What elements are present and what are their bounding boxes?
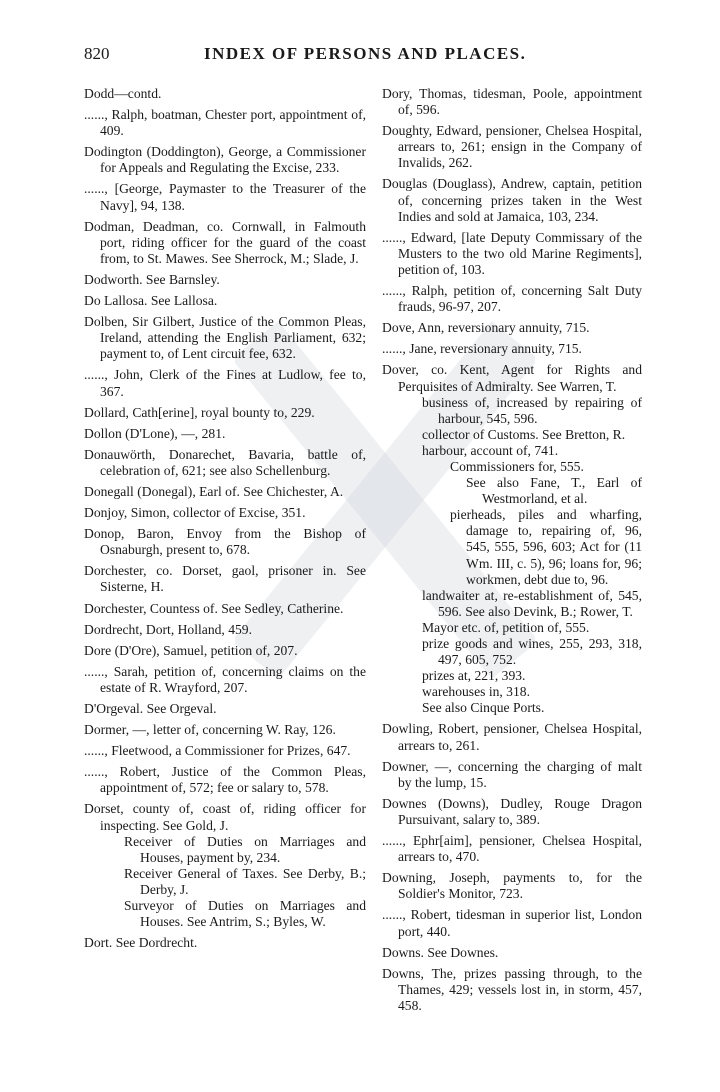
index-entry (84, 447, 366, 479)
index-column-right (382, 86, 642, 1019)
index-entry-text: Dolben, Sir Gilbert, Justice of the Common Pleas, Ireland, attending the English Parliament, 632; payment to, of Lent circuit fee, 632. (84, 314, 366, 362)
index-entry (382, 721, 642, 753)
index-entry-text: ......, Ephr[aim], pensioner, Chelsea Hospital, arrears to, 470. (382, 833, 642, 865)
index-entry (84, 701, 366, 717)
index-entry (382, 362, 642, 394)
index-entry-text: See also Cinque Ports. (422, 700, 545, 716)
index-entry (84, 643, 366, 659)
index-entry-text: ......, [George, Paymaster to the Treasurer of the Navy], 94, 138. (84, 181, 366, 213)
index-entry-text: ......, John, Clerk of the Fines at Ludlow, fee to, 367. (84, 367, 366, 399)
index-entry-text: Dory, Thomas, tidesman, Poole, appointment of, 596. (382, 86, 642, 118)
index-entry-text: Receiver General of Taxes. See Derby, B.; Derby, J. (124, 865, 366, 897)
index-entry-text: Downing, Joseph, payments to, for the Soldier's Monitor, 723. (382, 870, 642, 902)
index-entry-text: Downes (Downs), Dudley, Rouge Dragon Pursuivant, salary to, 389. (382, 795, 642, 827)
running-title: INDEX OF PERSONS AND PLACES. (204, 44, 527, 63)
index-entry-text: Dormer, —, letter of, concerning W. Ray, 126. (84, 722, 336, 738)
index-entry (382, 395, 642, 427)
index-entry (382, 684, 642, 700)
index-entry-text: warehouses in, 318. (422, 684, 530, 700)
index-entry-text: Douglas (Douglass), Andrew, captain, petition of, concerning prizes taken in the West Indies and sold at Jamaica, 103, 234. (382, 176, 642, 224)
index-entry-text: Dove, Ann, reversionary annuity, 715. (382, 320, 590, 336)
index-entry (84, 834, 366, 866)
index-entry-text: Dollard, Cath[erine], royal bounty to, 229. (84, 404, 315, 420)
index-entry-text: Surveyor of Duties on Marriages and Houses. See Antrim, S.; Byles, W. (124, 898, 366, 930)
index-entry (84, 505, 366, 521)
index-entry-text: pierheads, piles and wharfing, damage to, repairing of, 96, 545, 555, 596, 603; Act for (11 Wm. III, c. 5), 96; loans for, 96; workmen, debt due to, 96. (450, 507, 642, 587)
index-entry (382, 588, 642, 620)
index-entry-text: Dodman, Deadman, co. Cornwall, in Falmouth port, riding officer for the guard of the coast from, to St. Mawes. See Sherrock, M.; Slade, J. (84, 218, 366, 266)
index-entry-text: Downs, The, prizes passing through, to the Thames, 429; vessels lost in, in storm, 457, 458. (382, 965, 642, 1013)
index-entry-text: Mayor etc. of, petition of, 555. (422, 619, 590, 635)
index-entry (382, 870, 642, 902)
index-entry-text: Donegall (Donegal), Earl of. See Chichester, A. (84, 483, 344, 499)
index-entry-text: Do Lallosa. See Lallosa. (84, 293, 218, 309)
index-entry (84, 866, 366, 898)
index-entry-text: Downs. See Downes. (382, 944, 499, 960)
index-entry (382, 86, 642, 118)
index-entry (84, 86, 366, 102)
index-entry (84, 107, 366, 139)
index-entry-text: collector of Customs. See Bretton, R. (422, 426, 626, 442)
index-entry (382, 230, 642, 278)
index-entry (84, 801, 366, 833)
index-entry-text: ......, Sarah, petition of, concerning claims on the estate of R. Wrayford, 207. (84, 663, 366, 695)
index-entry (84, 526, 366, 558)
index-entry (382, 945, 642, 961)
index-entry-text: Dorchester, co. Dorset, gaol, prisoner in. See Sisterne, H. (84, 563, 366, 595)
index-entry-text: Dore (D'Ore), Samuel, petition of, 207. (84, 642, 298, 658)
index-entry-text: Receiver of Duties on Marriages and Houses, payment by, 234. (124, 833, 366, 865)
index-entry-text: Dowling, Robert, pensioner, Chelsea Hospital, arrears to, 261. (382, 721, 642, 753)
index-entry-text: landwaiter at, re-establishment of, 545, 596. See also Devink, B.; Rower, T. (422, 587, 642, 619)
index-column-left (84, 86, 366, 956)
index-entry-text: See also Fane, T., Earl of Westmorland, et al. (466, 475, 642, 507)
index-entry-text: Dodworth. See Barnsley. (84, 271, 220, 287)
index-entry (84, 367, 366, 399)
index-entry (382, 966, 642, 1014)
index-entry (84, 764, 366, 796)
index-entry (382, 427, 642, 443)
index-entry (84, 405, 366, 421)
index-entry-text: prizes at, 221, 393. (422, 668, 526, 684)
index-entry (382, 507, 642, 587)
index-entry (382, 668, 642, 684)
index-entry (84, 622, 366, 638)
index-entry (382, 833, 642, 865)
index-entry-text: ......, Robert, tidesman in superior list, London port, 440. (382, 907, 642, 939)
index-entry-text: Commissioners for, 555. (450, 458, 584, 474)
index-entry (84, 426, 366, 442)
index-entry-text: Dordrecht, Dort, Holland, 459. (84, 621, 252, 637)
index-entry-text: ......, Jane, reversionary annuity, 715. (382, 341, 582, 357)
index-entry (382, 620, 642, 636)
index-entry (84, 664, 366, 696)
index-entry-text: prize goods and wines, 255, 293, 318, 497, 605, 752. (422, 636, 642, 668)
index-entry (84, 293, 366, 309)
index-entry (382, 759, 642, 791)
index-entry-text: ......, Robert, Justice of the Common Pleas, appointment of, 572; fee or salary to, 578. (84, 764, 366, 796)
index-entry-text: ......, Fleetwood, a Commissioner for Prizes, 647. (84, 743, 351, 759)
index-entry-text: ......, Edward, [late Deputy Commissary of the Musters to the two old Marine Regiments], petition of, 103. (382, 229, 642, 277)
index-entry (382, 475, 642, 507)
index-entry (84, 484, 366, 500)
index-entry (84, 181, 366, 213)
index-entry-text: Dodington (Doddington), George, a Commissioner for Appeals and Regulating the Excise, 233. (84, 144, 366, 176)
index-entry (382, 123, 642, 171)
index-entry (382, 320, 642, 336)
index-entry-text: ......, Ralph, boatman, Chester port, appointment of, 409. (84, 107, 366, 139)
index-entry (84, 722, 366, 738)
index-entry-text: Donjoy, Simon, collector of Excise, 351. (84, 505, 306, 521)
index-entry (84, 563, 366, 595)
index-entry-text: Donop, Baron, Envoy from the Bishop of Osnaburgh, present to, 678. (84, 526, 366, 558)
index-entry (84, 743, 366, 759)
index-entry-text: Dorset, county of, coast of, riding officer for inspecting. See Gold, J. (84, 801, 366, 833)
index-entry (84, 314, 366, 362)
index-entry (382, 443, 642, 459)
index-entry (84, 272, 366, 288)
index-entry (382, 907, 642, 939)
index-entry (84, 935, 366, 951)
index-entry (382, 636, 642, 668)
index-entry-text: harbour, account of, 741. (422, 442, 559, 458)
index-entry-text: Donauwörth, Donarechet, Bavaria, battle of, celebration of, 621; see also Schellenburg. (84, 446, 366, 478)
index-entry (382, 283, 642, 315)
index-entry-text: Dodd—contd. (84, 86, 162, 101)
index-entry (84, 144, 366, 176)
page-header (84, 44, 644, 72)
index-entry-text: Dollon (D'Lone), —, 281. (84, 425, 226, 441)
index-entry-text: D'Orgeval. See Orgeval. (84, 701, 217, 716)
index-entry (382, 459, 642, 475)
index-entry (382, 176, 642, 224)
index-entry-text: Downer, —, concerning the charging of malt by the lump, 15. (382, 758, 642, 790)
index-entry (382, 700, 642, 716)
index-entry (382, 341, 642, 357)
index-entry (84, 601, 366, 617)
index-entry (84, 219, 366, 267)
index-entry-text: Doughty, Edward, pensioner, Chelsea Hospital, arrears to, 261; ensign in the Company of Invalids, 262. (382, 123, 642, 171)
page-number: 820 (84, 44, 110, 63)
index-entry (382, 796, 642, 828)
index-entry-text: ......, Ralph, petition of, concerning Salt Duty frauds, 96-97, 207. (382, 283, 642, 315)
index-entry-text: Dover, co. Kent, Agent for Rights and Perquisites of Admiralty. See Warren, T. (382, 362, 642, 394)
index-entry-text: business of, increased by repairing of harbour, 545, 596. (422, 394, 642, 426)
index-entry (84, 898, 366, 930)
index-entry-text: Dorchester, Countess of. See Sedley, Catherine. (84, 600, 344, 616)
index-entry-text: Dort. See Dordrecht. (84, 935, 198, 951)
